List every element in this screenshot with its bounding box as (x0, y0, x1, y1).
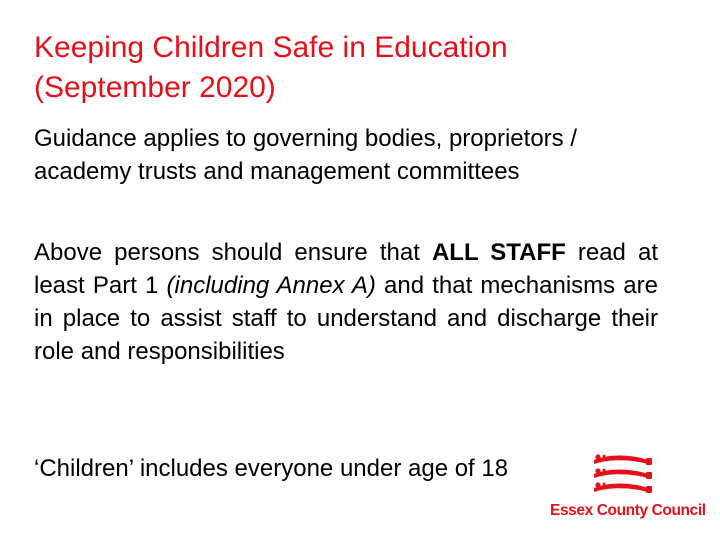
slide-title (34, 28, 674, 108)
logo-text: Essex County Council (550, 502, 706, 519)
essex-logo (548, 452, 708, 526)
three-seaxes-icon (590, 452, 654, 500)
seax-1 (594, 454, 652, 465)
paragraph-staff-text-1: Above persons should ensure that (34, 239, 432, 266)
slide-title-line-2: (September 2020) (34, 71, 276, 104)
annex-note: (including Annex A) (166, 272, 376, 299)
slide-title-line-1: Keeping Children Safe in Education (34, 31, 508, 64)
seax-3 (594, 482, 652, 493)
paragraph-children: ‘Children’ includes everyone under age of 18 (34, 455, 509, 482)
all-staff-emphasis: ALL STAFF (431, 239, 566, 266)
paragraph-staff (34, 236, 658, 368)
paragraph-staff-text-2: read at least Part 1 (34, 239, 658, 299)
paragraph-guidance: Guidance applies to governing bodies, proprietors / academy trusts and management committees (34, 125, 577, 185)
paragraph-staff-text-3: and that mechanisms are in place to assist staff to understand and discharge their role and responsibilities (34, 272, 658, 365)
seax-2 (594, 468, 652, 479)
